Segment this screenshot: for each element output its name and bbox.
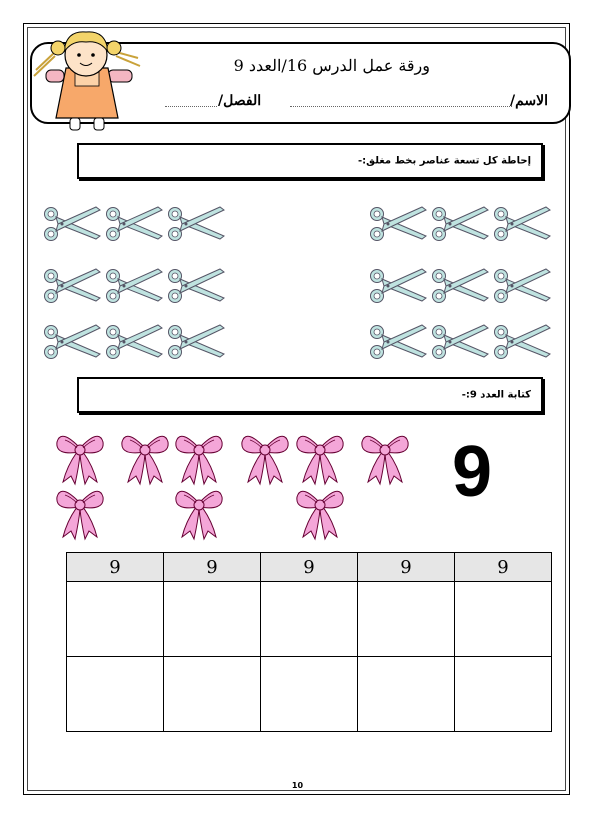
bow-icon: [297, 491, 343, 539]
grid-write-cell[interactable]: [358, 582, 455, 657]
bow-icon: [297, 436, 343, 484]
bow-icon: [57, 491, 103, 539]
grid-write-cell[interactable]: [455, 582, 552, 657]
bow-icon: [122, 436, 168, 484]
grid-header-cell: 9: [67, 553, 164, 582]
grid-write-cell[interactable]: [67, 657, 164, 732]
grid-header-cell: 9: [261, 553, 358, 582]
bow-icon: [242, 436, 288, 484]
instruction-write-text: كتابة العدد 9:-: [461, 389, 531, 401]
grid-write-cell[interactable]: [164, 582, 261, 657]
grid-write-cell[interactable]: [455, 657, 552, 732]
name-label: الاسم/: [510, 93, 549, 109]
big-number-nine: 9: [452, 432, 493, 512]
class-label: الفصل/: [218, 93, 262, 109]
instruction-circle-text: إحاطة كل تسعة عناصر بخط مغلق:-: [358, 155, 531, 167]
grid-header-cell: 9: [358, 553, 455, 582]
grid-write-cell[interactable]: [261, 582, 358, 657]
grid-header-cell: 9: [455, 553, 552, 582]
grid-write-row: [67, 582, 552, 657]
bow-icon: [176, 491, 222, 539]
grid-header-cell: 9: [164, 553, 261, 582]
grid-write-cell[interactable]: [67, 582, 164, 657]
bow-icon: [57, 436, 103, 484]
bow-icon: [176, 436, 222, 484]
grid-header-row: [67, 553, 552, 582]
bow-icon: [362, 436, 408, 484]
page-number: 10: [291, 781, 304, 790]
grid-write-cell[interactable]: [164, 657, 261, 732]
worksheet-title: ورقة عمل الدرس 16/العدد 9: [233, 56, 430, 75]
grid-write-cell[interactable]: [358, 657, 455, 732]
grid-write-cell[interactable]: [261, 657, 358, 732]
grid-write-row: [67, 657, 552, 732]
writing-grid: [66, 552, 552, 732]
